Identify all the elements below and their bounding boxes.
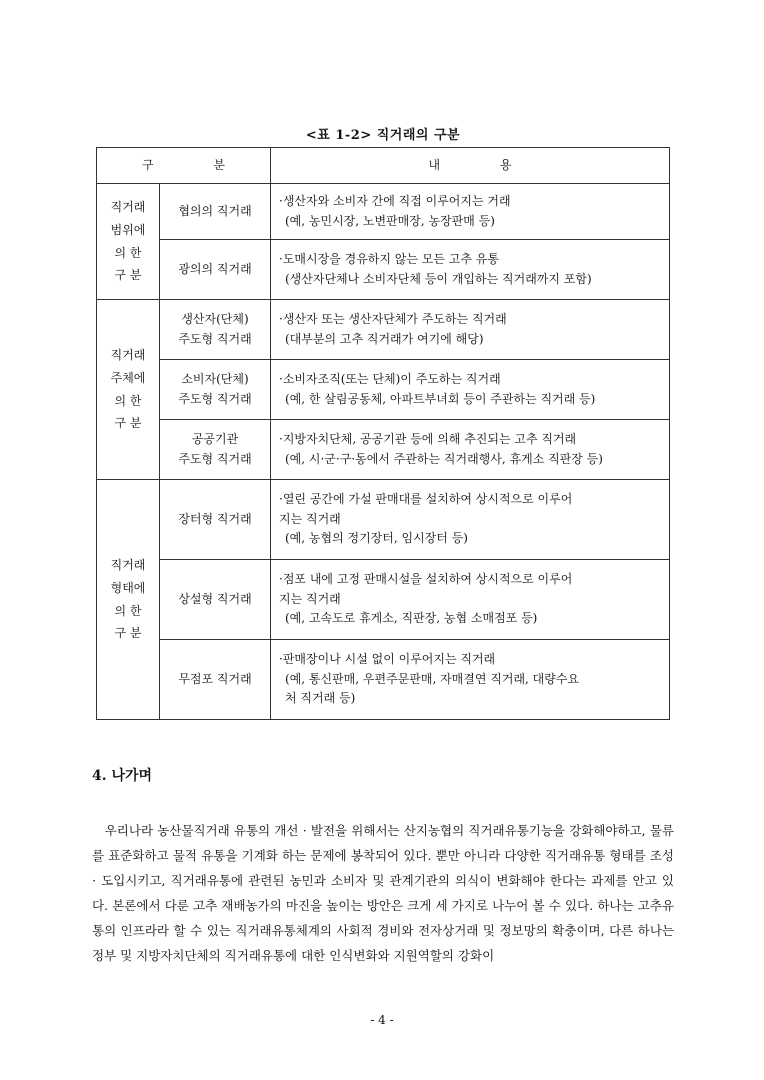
content-cell [271, 480, 670, 560]
subcategory-cell: 소비자(단체) 주도형 직거래 [160, 360, 271, 420]
table-header-row [97, 148, 670, 184]
content-cell [271, 420, 670, 480]
content-description: · 지방자치단체, 공공기관 등에 의해 추진되는 고추 직거래 [279, 430, 663, 450]
content-cell [271, 360, 670, 420]
content-example: (예, 한 살림공동체, 아파트부녀회 등이 주관하는 직거래 등) [285, 391, 596, 406]
content-cell [271, 300, 670, 360]
subcategory-cell: 공공기관 주도형 직거래 [160, 420, 271, 480]
category-cell: 직거래 형태에 의 한 구 분 [97, 480, 160, 720]
table-row [97, 360, 670, 420]
content-cell [271, 184, 670, 240]
table-row [97, 240, 670, 300]
content-description: · 소비자조직(또는 단체)이 주도하는 직거래 [279, 370, 663, 390]
subcategory-cell: 장터형 직거래 [160, 480, 271, 560]
content-example: (예, 고속도로 휴게소, 직판장, 농협 소매점포 등) [285, 611, 538, 626]
table-row [97, 184, 670, 240]
table-row [97, 420, 670, 480]
table-row [97, 640, 670, 720]
content-cell [271, 240, 670, 300]
table-row [97, 560, 670, 640]
section-title: 4. 나가며 [92, 768, 153, 784]
content-description: · 점포 내에 고정 판매시설을 설치하여 상시적으로 이루어 지는 직거래 [279, 570, 663, 610]
content-description: · 판매장이나 시설 없이 이루어지는 직거래 [279, 650, 663, 670]
table-row [97, 300, 670, 360]
content-example: (생산자단체나 소비자단체 등이 개입하는 직거래까지 포함) [285, 271, 592, 286]
category-cell: 직거래 범위에 의 한 구 분 [97, 184, 160, 300]
subcategory-cell: 협의의 직거래 [160, 184, 271, 240]
page-number: - 4 - [370, 1013, 394, 1027]
content-example: (예, 시·군·구·동에서 주관하는 직거래행사, 휴게소 직판장 등) [285, 451, 603, 466]
subcategory-cell: 상설형 직거래 [160, 560, 271, 640]
content-description: · 생산자 또는 생산자단체가 주도하는 직거래 [279, 310, 663, 330]
table-caption: <표 1-2> 직거래의 구분 [305, 128, 461, 143]
content-description: · 생산자와 소비자 간에 직접 이루어지는 거래 [279, 192, 663, 212]
content-cell [271, 640, 670, 720]
content-example: (예, 통신판매, 우편주문판매, 자매결연 직거래, 대량수요 처 직거래 등) [285, 671, 580, 706]
content-description: · 도매시장을 경유하지 않는 모든 고추 유통 [279, 250, 663, 270]
subcategory-cell: 광의의 직거래 [160, 240, 271, 300]
subcategory-cell: 생산자(단체) 주도형 직거래 [160, 300, 271, 360]
body-paragraph: 우리나라 농산물직거래 유통의 개선 · 발전을 위해서는 산지농협의 직거래유통기능을 강화해야하고, 물류를 표준화하고 물적 유통을 기계화 하는 문제에 봉착되어 있다. 뿐만 아니라 다양한 직거래유통 형태를 조성 · 도입시키고, 직거래유통에 관련된 농민과 소비자 및 관계기관의 의식이 변화해야 한다는 과제를 안고 있다. 본론에서 다룬 고추 재배농가의 마진을 높이는 방안은 크게 세 가지로 나누어 볼 수 있다. 하나는 고추유통의 인프라라 할 수 있는 직거래유통체계의 사회적 경비와 전자상거래 및 정보망의 확충이며, 다른 하나는 정부 및 지방자치단체의 직거래유통에 대한 인식변화와 지원역할의 강화이 [92, 823, 674, 963]
header-content: 내 용 [271, 148, 670, 184]
header-category: 구 분 [97, 148, 271, 184]
content-description: · 열린 공간에 가설 판매대를 설치하여 상시적으로 이루어 지는 직거래 [279, 490, 663, 530]
content-example: (예, 농민시장, 노변판매장, 농장판매 등) [285, 213, 495, 228]
category-cell: 직거래 주체에 의 한 구 분 [97, 300, 160, 480]
content-example: (예, 농협의 정기장터, 임시장터 등) [285, 531, 468, 546]
classification-table [96, 147, 670, 720]
content-cell [271, 560, 670, 640]
table-row [97, 480, 670, 560]
subcategory-cell: 무점포 직거래 [160, 640, 271, 720]
content-example: (대부분의 고추 직거래가 여기에 해당) [285, 331, 484, 346]
